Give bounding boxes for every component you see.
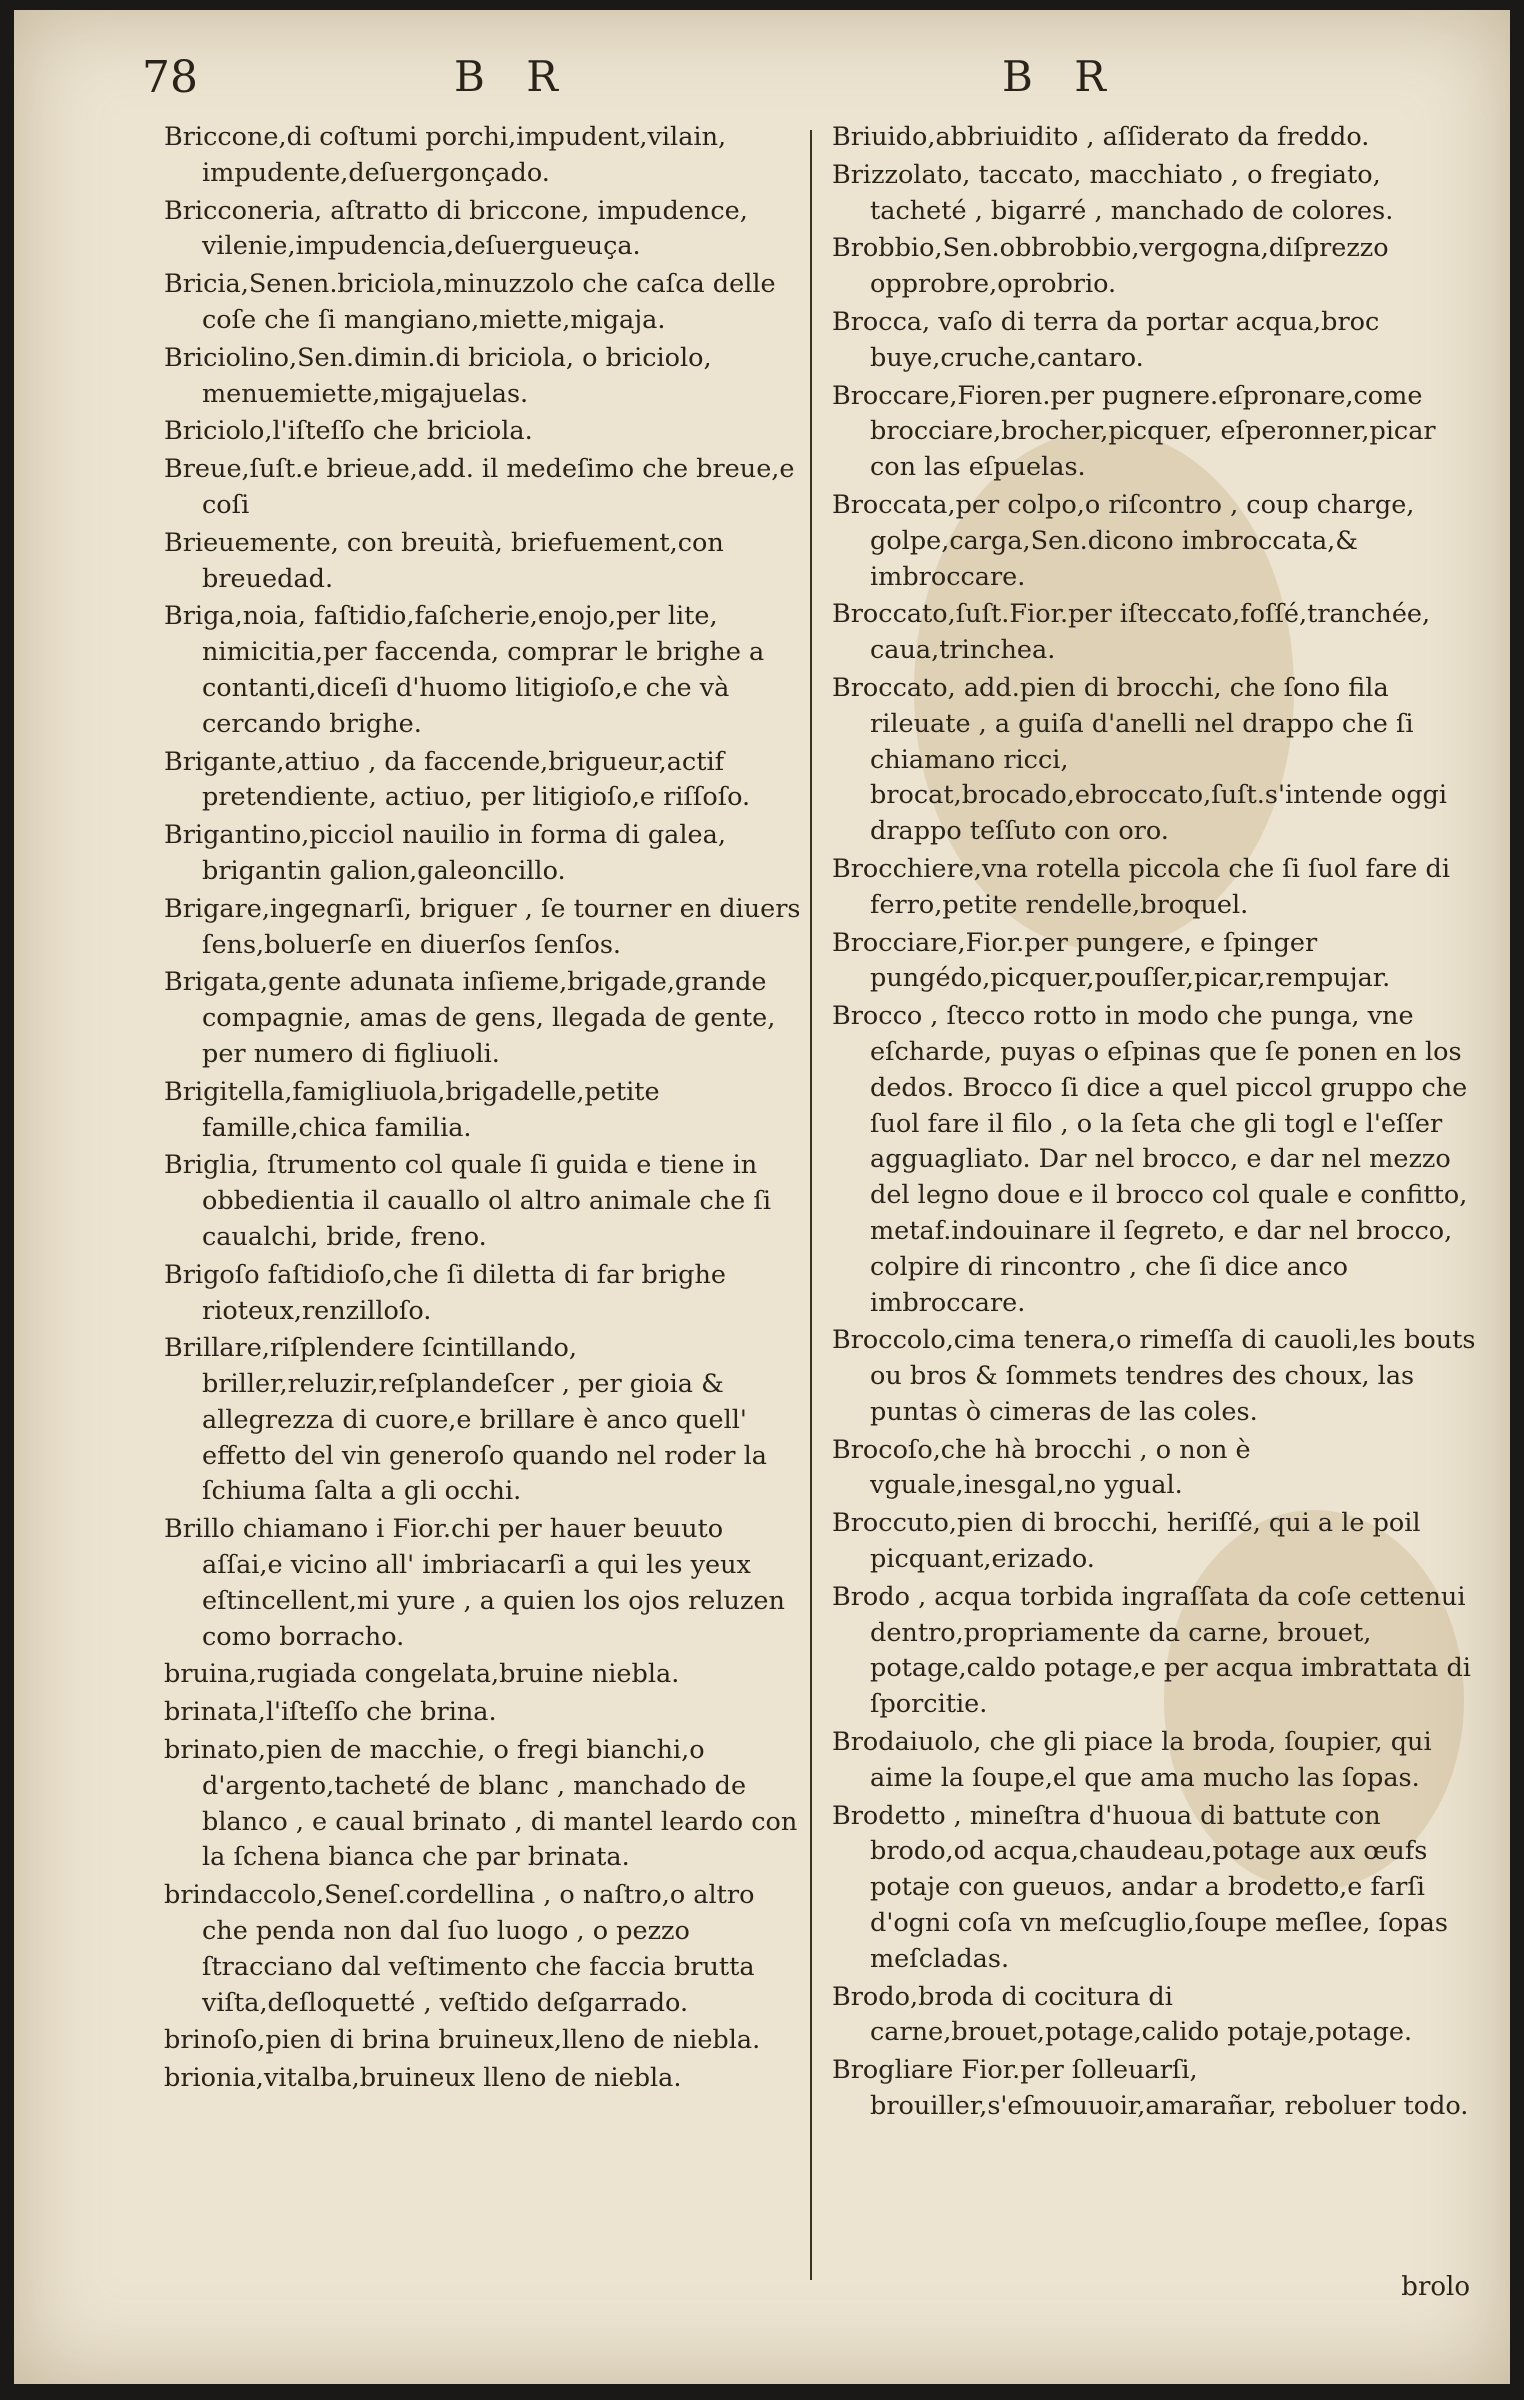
dictionary-entry: brindaccolo,Seneſ.cordellina , o naſtro,o altro che penda non dal ſuo luogo , o pezzo ſtracciano dal veſtimento che faccia brutta viſta,deſloquetté , veſtido deſgarrado. xyxy=(164,1880,755,2018)
column-rule xyxy=(810,130,812,2280)
dictionary-entry: Brigata,gente adunata inſieme,brigade,grande compagnie, amas de gens, llegada de gente, per numero di figliuoli. xyxy=(164,967,776,1069)
dictionary-entry: Brodo , acqua torbida ingraſſata da coſe cettenui dentro,propriamente da carne, brouet, potage,caldo potage,e per acqua imbrattata di ſporcitie. xyxy=(832,1581,1471,1720)
dictionary-entry: brinoſo,pien di brina bruineux,lleno de niebla. xyxy=(164,2025,761,2056)
dictionary-entry: Broccuto,pien di brocchi, heriſſé, qui a le poil picquant,erizado. xyxy=(832,1508,1421,1575)
dictionary-entry: Broccato,ſuſt.Fior.per iſteccato,foſſé,tranchée, caua,trinchea. xyxy=(832,599,1431,666)
dictionary-entry: Brodaiuolo, che gli piace la broda, ſoupier, qui aime la ſoupe,el que ama mucho las ſopas. xyxy=(832,1727,1432,1793)
dictionary-entry: Brigantino,picciol nauilio in forma di galea, brigantin galion,galeoncillo. xyxy=(164,820,726,886)
dictionary-entry: Briccone,di coſtumi porchi,impudent,vilain, impudente,deſuergonçado. xyxy=(164,122,727,188)
dictionary-entry: Broccare,Fioren.per pugnere.eſpronare,come brocciare,brocher,picquer, eſperonner,picar con las eſpuelas. xyxy=(832,380,1436,483)
dictionary-entry: Broccato, add.pien di brocchi, che ſono fila rileuate , a guiſa d'anelli nel drappo che ſi chiamano ricci, brocat,brocado,ebroccato,ſuſt.s'intende oggi drappo teſſuto con oro. xyxy=(832,672,1448,847)
dictionary-entry: Brigare,ingegnarſi, briguer , ſe tourner en diuers ſens,boluerſe en diuerſos ſenſos. xyxy=(164,893,801,960)
dictionary-entry: Breue,ſuſt.e brieue,add. il medeſimo che breue,e coſi xyxy=(164,454,795,520)
left-column xyxy=(164,120,804,2099)
dictionary-entry: Brocco , ſtecco rotto in modo che punga, vne eſcharde, puyas o eſpinas que ſe ponen en los dedos. Brocco ſi dice a quel piccol gruppo che ſuol fare il filo , o la ſeta che gli togl e l'eſſer agguagliato. Dar nel brocco, e dar nel mezzo del legno doue e il brocco col quale e confitto, metaf.indouinare il ſegreto, e dar nel brocco, colpire di rincontro , che ſi dice anco imbroccare. xyxy=(832,1001,1468,1318)
left-running-head: B R xyxy=(454,52,572,101)
dictionary-entry: Briciolo,l'iſteſſo che briciola. xyxy=(164,416,533,447)
dictionary-entry: bruina,rugiada congelata,bruine niebla. xyxy=(164,1659,680,1690)
dictionary-entry: Briglia, ſtrumento col quale ſi guida e tiene in obbedientia il cauallo ol altro animale che ſi caualchi, bride, freno. xyxy=(164,1150,771,1252)
running-header xyxy=(14,52,1510,112)
dictionary-entry: Brodo,broda di cocitura di carne,brouet,potage,calido potaje,potage. xyxy=(832,1981,1413,2048)
dictionary-entry: brinata,l'iſteſſo che brina. xyxy=(164,1697,497,1728)
dictionary-entry: Bricconeria, aſtratto di briccone, impudence, vilenie,impudencia,deſuergueuça. xyxy=(164,195,748,262)
right-column xyxy=(832,120,1482,2127)
dictionary-entry: Brieuemente, con breuità, briefuement,con breuedad. xyxy=(164,527,724,594)
dictionary-entry: Brogliare Fior.per ſolleuarſi, brouiller,s'eſmouuoir,amarañar, reboluer todo. xyxy=(832,2055,1469,2122)
dictionary-entry: Brocchiere,vna rotella piccola che ſi ſuol fare di ferro,petite rendelle,broquel. xyxy=(832,853,1450,920)
dictionary-entry: Brillo chiamano i Fior.chi per hauer beuuto aſſai,e vicino all' imbriacarſi a qui les yeux eſtincellent,mi yure , a quien los ojos reluzen como borracho. xyxy=(164,1514,785,1652)
dictionary-entry: Broccolo,cima tenera,o rimeſſa di cauoli,les bouts ou bros & ſommets tendres des choux, las puntas ò cimeras de las coles. xyxy=(832,1325,1476,1427)
dictionary-entry: Brobbio,Sen.obbrobbio,vergogna,diſprezzo opprobre,oprobrio. xyxy=(832,233,1389,300)
page-number: 78 xyxy=(142,52,198,103)
dictionary-entry: brionia,vitalba,bruineux lleno de niebla. xyxy=(164,2063,682,2094)
dictionary-entry: Brodetto , mineſtra d'huoua di battute con brodo,od acqua,chaudeau,potage aux œufs potaje con gueuos, andar a brodetto,e farſi d'ogni coſa vn meſcuglio,ſoupe meſlee, ſopas meſcladas. xyxy=(832,1800,1448,1974)
dictionary-entry: Brocciare,Fior.per pungere, e ſpinger pungédo,picquer,pouſſer,picar,rempujar. xyxy=(832,927,1391,994)
dictionary-entry: Briga,noia, faſtidio,faſcherie,enojo,per lite, nimicitia,per faccenda, comprar le brighe a contanti,diceſi d'huomo litigioſo,e che và cercando brighe. xyxy=(164,601,765,739)
catchword: brolo xyxy=(1401,2272,1470,2302)
dictionary-entry: Broccata,per colpo,o riſcontro , coup charge, golpe,carga,Sen.dicono imbroccata,& imbroccare. xyxy=(832,489,1415,592)
dictionary-entry: brinato,pien de macchie, o fregi bianchi,o d'argento,tacheté de blanc , manchado de blanco , e caual brinato , di mantel leardo con la ſchena bianca che par brinata. xyxy=(164,1735,798,1873)
dictionary-entry: Brigante,attiuo , da faccende,brigueur,actif pretendiente, actiuo, per litigioſo,e riſſoſo. xyxy=(164,746,751,813)
dictionary-entry: Brillare,riſplendere ſcintillando, briller,reluzir,reſplandeſcer , per gioia & allegrezza di cuore,e brillare è anco quell' effetto del vin generoſo quando nel roder la ſchiuma ſalta a gli occhi. xyxy=(164,1333,767,1507)
dictionary-entry: Brigitella,famigliuola,brigadelle,petite famille,chica familia. xyxy=(164,1076,660,1143)
right-running-head: B R xyxy=(1002,52,1120,101)
dictionary-entry: Brizzolato, taccato, macchiato , o fregiato, tacheté , bigarré , manchado de colores. xyxy=(832,159,1394,226)
dictionary-page xyxy=(14,10,1510,2384)
dictionary-entry: Briciolino,Sen.dimin.di briciola, o briciolo, menuemiette,migajuelas. xyxy=(164,342,712,409)
dictionary-entry: Brocca, vaſo di terra da portar acqua,broc buye,cruche,cantaro. xyxy=(832,306,1380,373)
dictionary-entry: Briuido,abbriuidito , aſſiderato da freddo. xyxy=(832,122,1370,152)
dictionary-entry: Bricia,Senen.briciola,minuzzolo che caſca delle coſe che ſi mangiano,miette,migaja. xyxy=(164,269,776,335)
dictionary-entry: Brocoſo,che hà brocchi , o non è vguale,inesgal,no ygual. xyxy=(832,1434,1251,1501)
dictionary-entry: Brigoſo faſtidioſo,che ſi diletta di far brighe rioteux,renzilloſo. xyxy=(164,1259,727,1326)
